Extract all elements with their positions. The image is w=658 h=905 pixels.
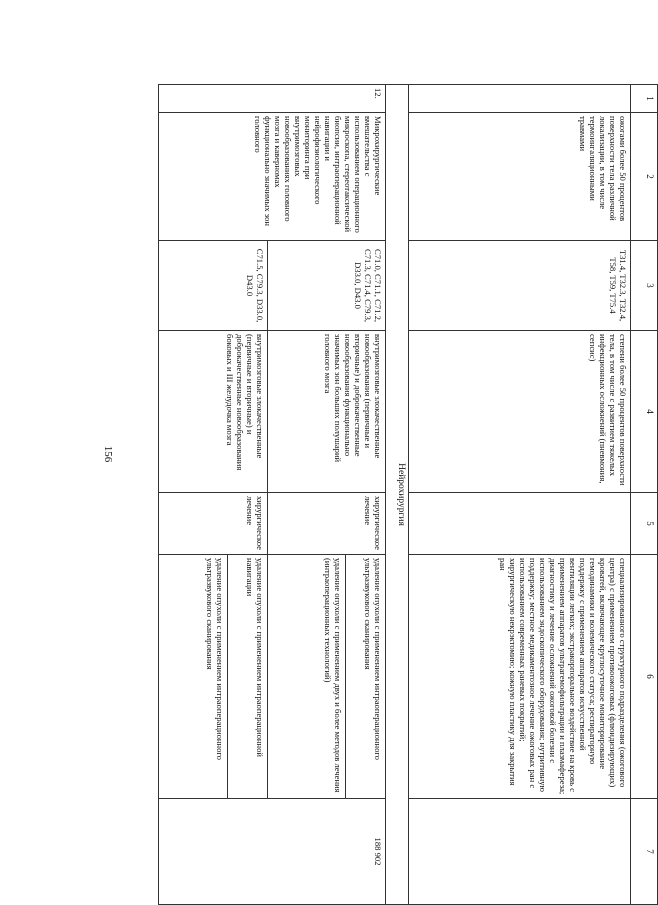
method-item: удаление опухоли с применением интраоперационного ультразвукового сканирования [205,555,228,798]
header-cell: 1 [631,85,658,113]
table-container [158,84,658,904]
method-item: удаление опухоли с применением интраоперационного ультразвукового сканирования [363,558,383,760]
header-cell: 4 [631,331,658,493]
diagnosis-cell: степени более 50 процентов поверхности тела, в том числе с развитием тяжелых инфекционных осложнений (пневмония, сепсис) [409,331,631,493]
icd-codes-cell: T31.4, T32.3, T32.4, T58, T59, T75.4 [409,241,631,331]
price-cell: 188 902 [159,799,386,905]
diagnosis-cell: внутримозговые злокачественные новообразования (первичные и вторичные) и доброкачественные новообразования функционально значимых зон больших полушарий головного мозга [268,331,386,493]
treatment-type-cell [409,493,631,555]
header-cell: 5 [631,493,658,555]
method-cell [159,555,268,799]
header-cell: 2 [631,113,658,241]
header-cell: 6 [631,555,658,799]
data-table [158,84,658,905]
header-cell: 3 [631,241,658,331]
icd-codes-cell: C71.0, C71.1, C71.2, C71.3, C71.4, C79.3, D33.0, D43.0 [268,241,386,331]
treatment-type-cell: хирургическое лечение [268,493,386,555]
table-row [409,85,631,905]
header-row [631,85,658,905]
row-number-cell [409,85,631,113]
section-row [386,85,409,905]
header-cell: 7 [631,799,658,905]
diagnosis-cell: внутримозговые злокачественные (первичные и вторичные) и доброкачественные новообразования боковых и III желудочка мозга [159,331,268,493]
method-cell [268,555,386,799]
entry-title: Микрохирургические вмешательства с использованием операционного микроскопа, стереотаксической биопсии, интраоперационной навигации и нейрофизиологического мониторинга при внутримозговых новообразованиях головного мозга и каверномах функционально значимых зон головного [159,113,386,241]
method-cell: специализированного структурного подразделения (ожогового центра) с применением противоожоговых (флюидизирующих) кроватей, включающее круглосуточное мониторирование гемодинамики и волемического статуса; респираторную поддержку с применением аппаратов искусственной вентиляции легких; экстракорпоральное воздействие на кровь с применением аппаратов ультрагемофильтрации и плазмафереза; диагностику и лечение осложнений ожоговой болезни с использованием эндоскопического оборудования; нутритивную поддержку; местное медикаментозное лечение ожоговых ран с использованием современных раневых покрытий; хирургическую некрэктомию; кожную пластику для закрытия ран [409,555,631,799]
section-title: Нейрохирургия [386,85,409,905]
treatment-type-cell: хирургическое лечение [159,493,268,555]
page-number: 156 [102,445,114,463]
table-row [268,85,386,905]
price-cell [409,799,631,905]
condition-cell: ожогами более 50 процентов поверхности тела различной локализации, в том числе термоингаляционными травмами [409,113,631,241]
icd-codes-cell: C71.5, C79.3, D33.0, D43.0 [159,241,268,331]
method-item: удаление опухоли с применением интраоперационной навигации [245,558,265,757]
method-item: удаление опухоли с применением двух и более методов лечения (интраоперационных технологий) [323,555,346,798]
entry-number: 12. [159,85,386,113]
